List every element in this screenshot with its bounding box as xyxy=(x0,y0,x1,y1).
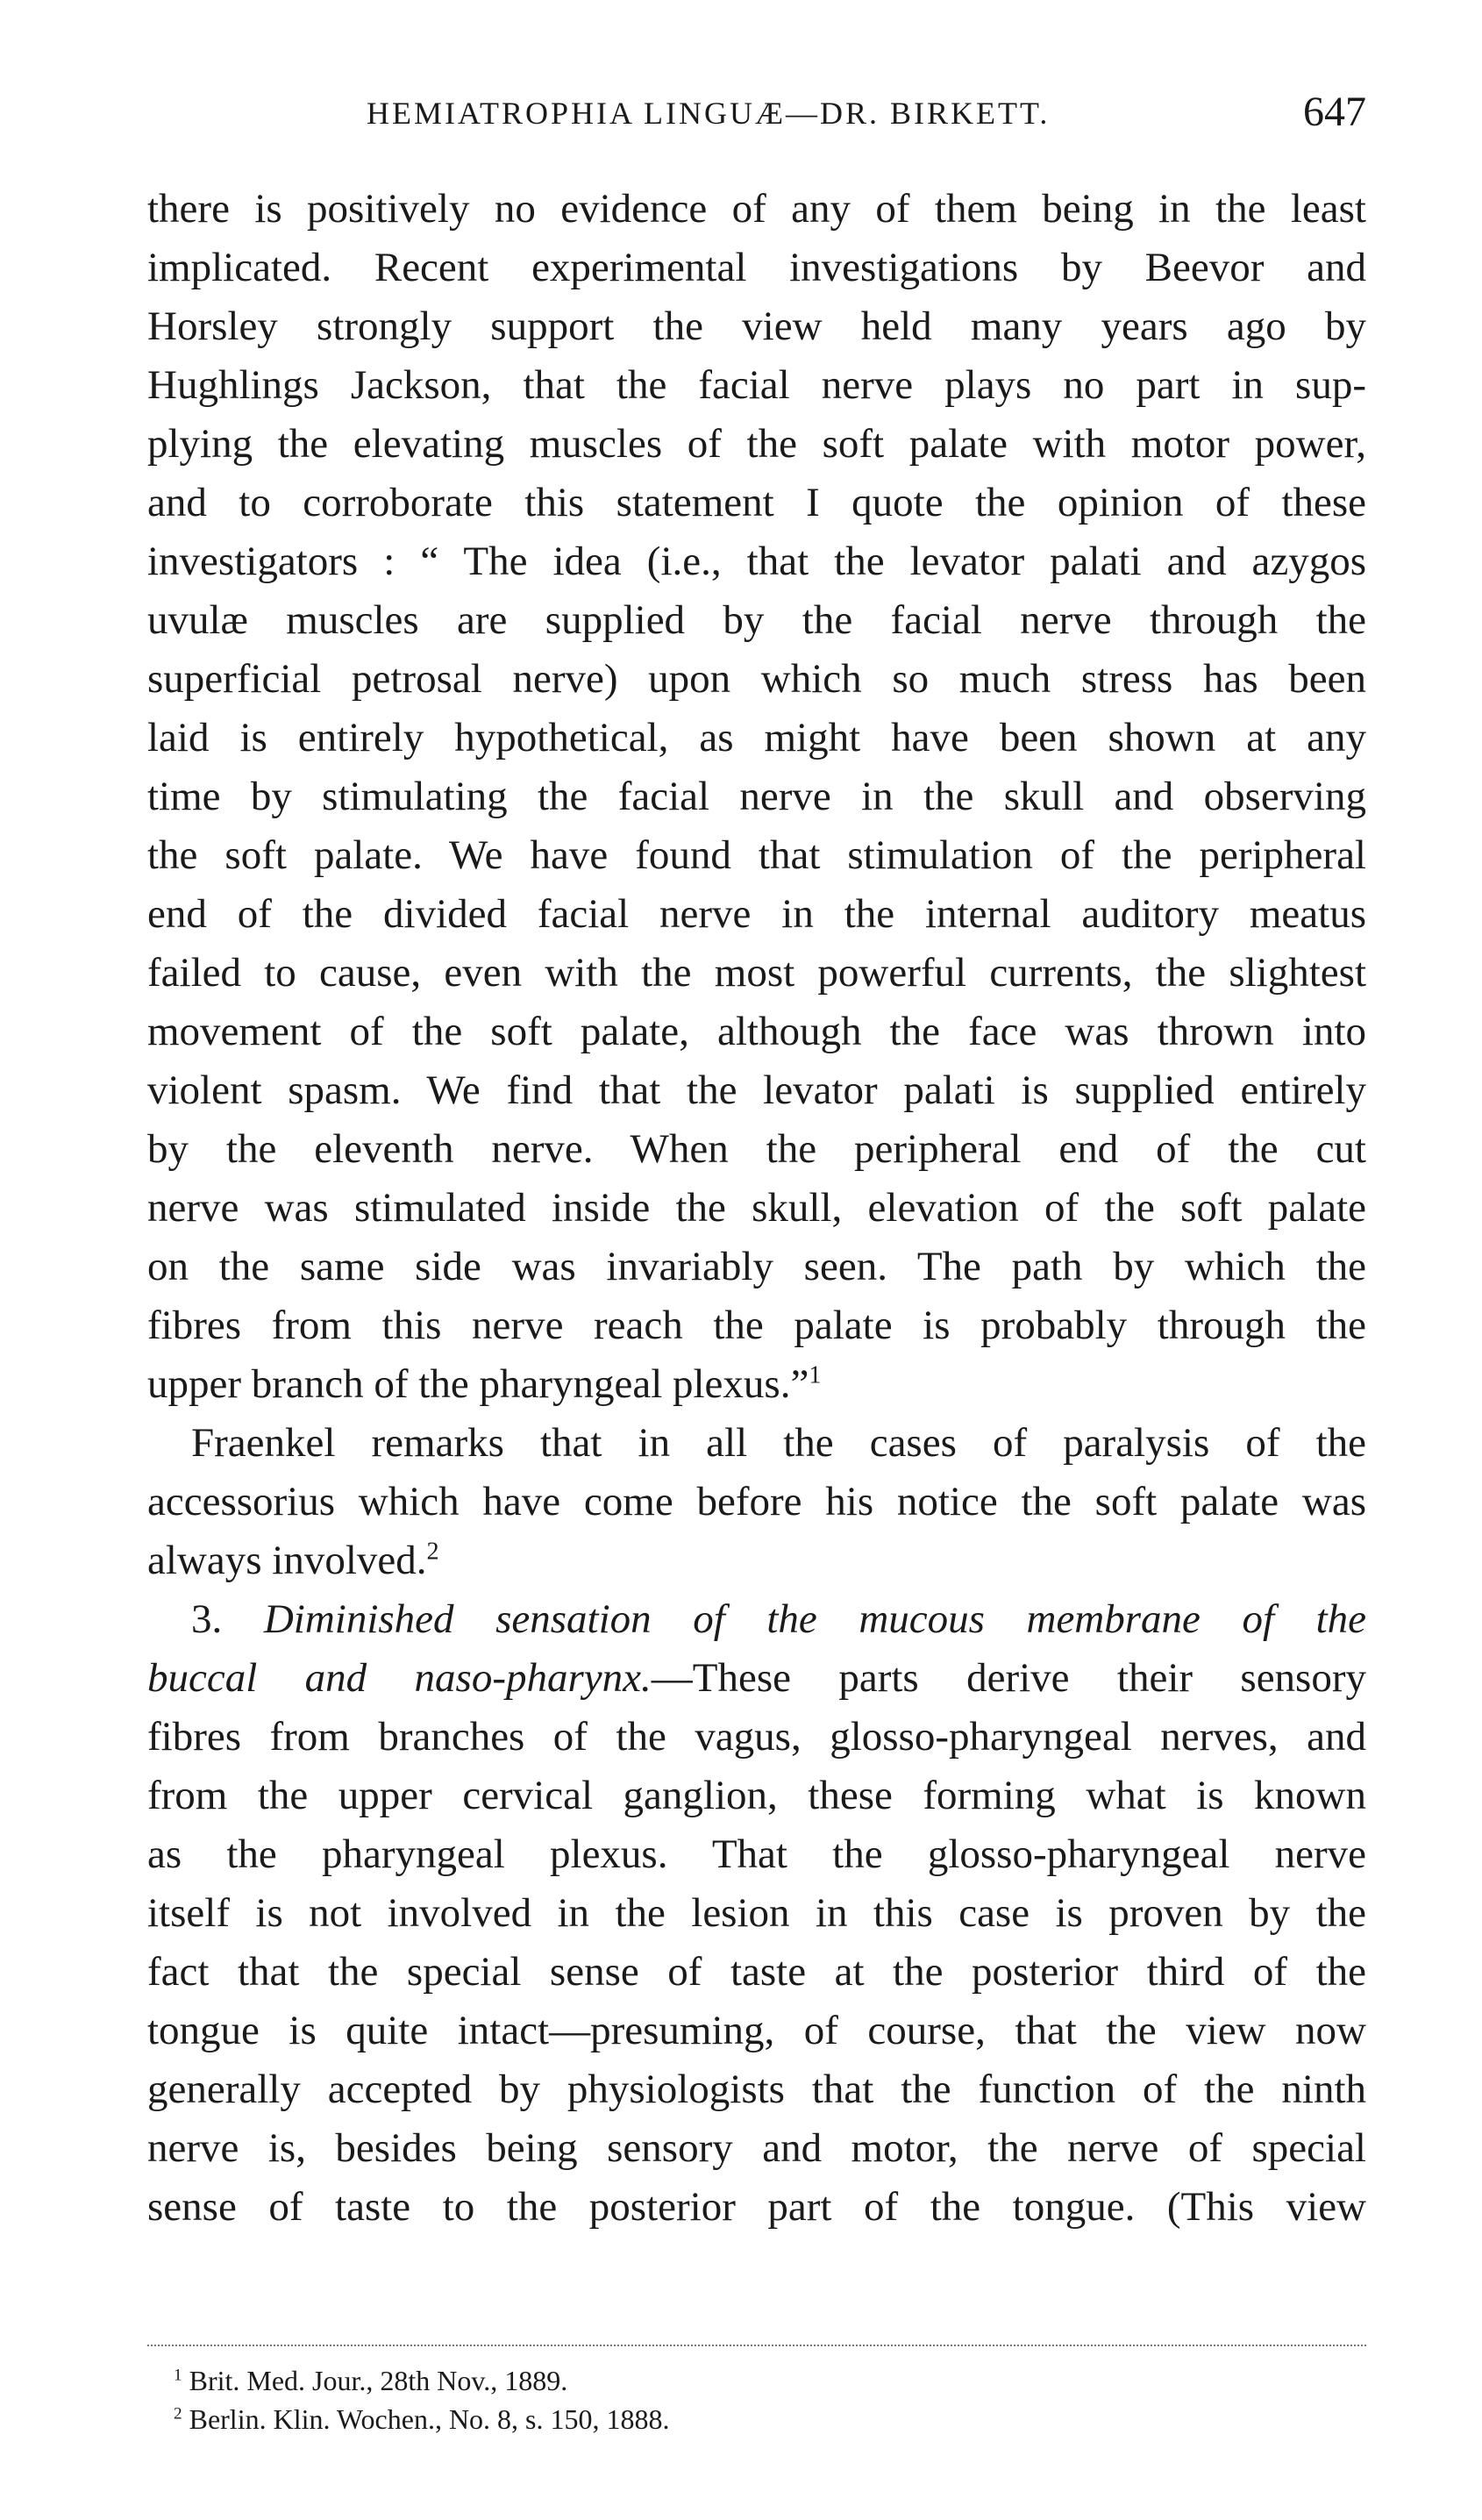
text-line: implicated. Recent experimental investigations by Beevor and xyxy=(147,245,1366,290)
footnote-2-text: Berlin. Klin. Wochen., No. 8, s. 150, 1888. xyxy=(189,2403,670,2435)
text-line: superficial petrosal nerve) upon which so much stress has been xyxy=(147,656,1366,702)
footnote-1-mark: 1 xyxy=(174,2366,182,2385)
text-line: laid is entirely hypothetical, as might have been shown at any xyxy=(147,715,1366,760)
text-line: the soft palate. We have found that stimulation of the peripheral xyxy=(147,832,1366,878)
footnote-2-mark: 2 xyxy=(174,2404,182,2424)
text-line: from the upper cervical ganglion, these forming what is known xyxy=(147,1773,1366,1818)
footnote-mark-1: 1 xyxy=(809,1361,822,1389)
section-heading-line-2 xyxy=(147,1649,1366,1708)
text-line: fact that the special sense of taste at the posterior third of the xyxy=(147,1949,1366,1995)
text-line: accessorius which have come before his notice the soft palate was xyxy=(147,1479,1366,1524)
text-line: uvulæ muscles are supplied by the facial nerve through the xyxy=(147,597,1366,643)
body-text xyxy=(147,180,1366,2237)
footnotes xyxy=(174,2361,1226,2438)
text-line: movement of the soft palate, although the face was thrown into xyxy=(147,1009,1366,1054)
running-title: HEMIATROPHIA LINGUÆ—DR. BIRKETT. xyxy=(367,96,1051,131)
text-line: nerve was stimulated inside the skull, elevation of the soft palate xyxy=(147,1185,1366,1231)
page-number: 647 xyxy=(1303,89,1366,135)
text-line: fibres from this nerve reach the palate is probably through the xyxy=(147,1303,1366,1348)
text-line: on the same side was invariably seen. The path by which the xyxy=(147,1244,1366,1289)
running-head xyxy=(147,88,1366,158)
text-line: time by stimulating the facial nerve in the skull and observing xyxy=(147,774,1366,819)
text-line: Hughlings Jackson, that the facial nerve plays no part in sup- xyxy=(147,362,1366,408)
text-line: generally accepted by physiologists that the function of the ninth xyxy=(147,2067,1366,2112)
text-line: and to corroborate this statement I quote the opinion of these xyxy=(147,480,1366,525)
section-heading-continuation: —These parts derive their sensory xyxy=(651,1655,1366,1701)
footnote-1-text: Brit. Med. Jour., 28th Nov., 1889. xyxy=(189,2365,568,2396)
quote-end-text: upper branch of the pharyngeal plexus.” xyxy=(147,1361,809,1407)
text-line: itself is not involved in the lesion in this case is proven by the xyxy=(147,1890,1366,1936)
text-line: investigators : “ The idea (i.e., that the levator palati and azygos xyxy=(147,539,1366,584)
text-line: Horsley strongly support the view held many years ago by xyxy=(147,303,1366,349)
text-line: fibres from branches of the vagus, glosso-pharyngeal nerves, and xyxy=(147,1714,1366,1760)
text-line-paragraph-start: Fraenkel remarks that in all the cases of paralysis of the xyxy=(191,1420,1366,1466)
footnote-rule xyxy=(147,2345,1366,2346)
text-line: plying the elevating muscles of the soft palate with motor power, xyxy=(147,421,1366,467)
footnote-mark-2: 2 xyxy=(426,1538,439,1566)
text-line: end of the divided facial nerve in the internal auditory meatus xyxy=(147,891,1366,937)
text-line: failed to cause, even with the most powerful currents, the slightest xyxy=(147,950,1366,996)
footnote-1 xyxy=(174,2361,1226,2400)
text-line: sense of taste to the posterior part of the tongue. (This view xyxy=(147,2184,1366,2230)
section-heading-italic: Diminished sensation of the mucous membrane of the xyxy=(263,1596,1366,1642)
section-heading-line xyxy=(147,1590,1366,1649)
text-line: violent spasm. We find that the levator palati is supplied entirely xyxy=(147,1067,1366,1113)
section-number: 3. xyxy=(191,1596,223,1642)
text-line-paragraph-end xyxy=(147,1531,1366,1590)
text-line: tongue is quite intact—presuming, of course, that the view now xyxy=(147,2008,1366,2053)
paragraph-end-text: always involved. xyxy=(147,1538,427,1583)
text-line-quote-end xyxy=(147,1355,1366,1414)
footnote-2 xyxy=(174,2400,1226,2438)
text-line: as the pharyngeal plexus. That the glosso-pharyngeal nerve xyxy=(147,1831,1366,1877)
text-line: by the eleventh nerve. When the peripheral end of the cut xyxy=(147,1126,1366,1172)
text-line: nerve is, besides being sensory and motor, the nerve of special xyxy=(147,2125,1366,2171)
text-line: there is positively no evidence of any of them being in the least xyxy=(147,186,1366,232)
section-heading-italic-2: buccal and naso-pharynx. xyxy=(147,1655,652,1701)
